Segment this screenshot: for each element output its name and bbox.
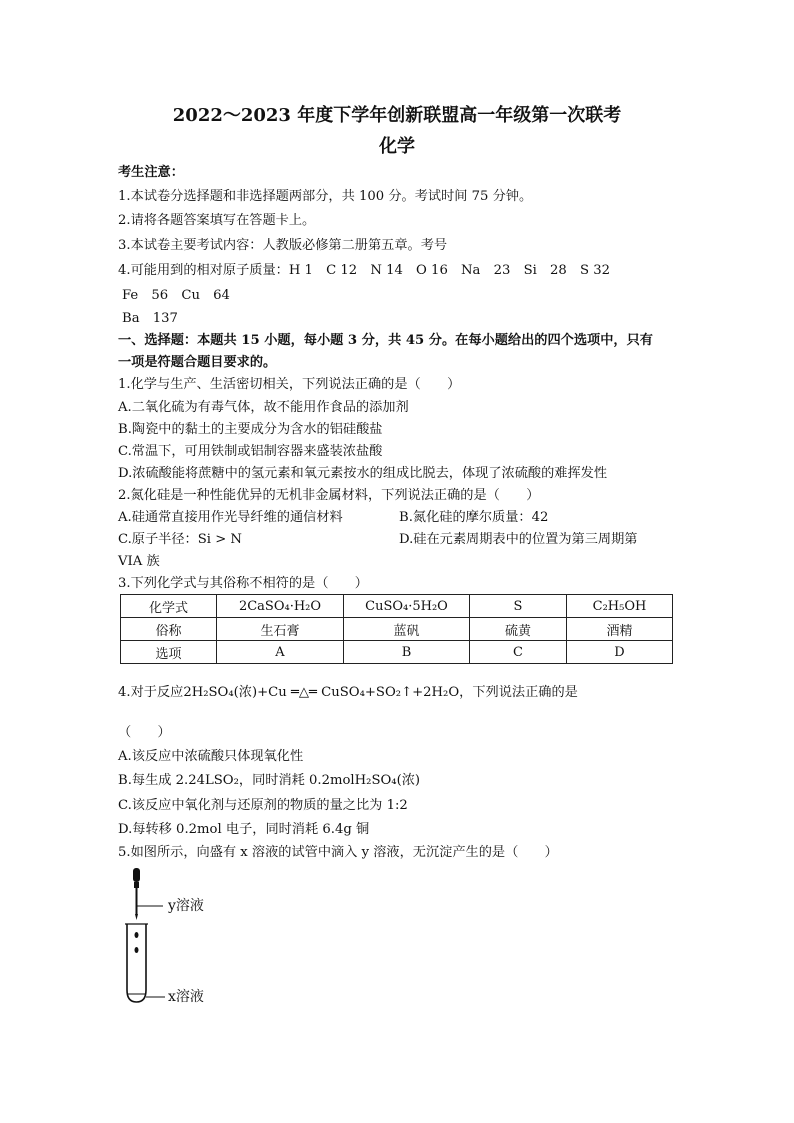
- notice-item-4: 4.可能用到的相对原子质量：H 1 C 12 N 14 O 16 Na 23 Si 28 S 32: [118, 263, 610, 278]
- option-cell: B: [344, 641, 470, 664]
- option-cell: A: [217, 641, 344, 664]
- q3-stem: 3.下列化学式与其俗称不相符的是（ ）: [118, 576, 368, 591]
- table-row: [121, 641, 673, 664]
- q1-stem: 1.化学与生产、生活密切相关，下列说法正确的是（ ）: [118, 377, 461, 392]
- q4-stem: [118, 684, 578, 702]
- q1-option-a: A.二氧化硫为有毒气体，故不能用作食品的添加剂: [118, 400, 409, 415]
- formula-cell: S: [470, 595, 567, 618]
- name-cell: 生石膏: [217, 618, 344, 641]
- row-label: 俗称: [121, 618, 217, 641]
- dropper-and-tube-icon: [118, 866, 238, 1006]
- q2-option-b: B.氮化硅的摩尔质量：42: [399, 510, 549, 525]
- formula-cell: C₂H₅OH: [567, 595, 673, 618]
- table-row: [121, 618, 673, 641]
- formula-cell: CuSO₄·5H₂O: [344, 595, 470, 618]
- name-cell: 蓝矾: [344, 618, 470, 641]
- q1-option-b: B.陶瓷中的黏土的主要成分为含水的铝硅酸盐: [118, 422, 383, 437]
- q2-option-d-cont: VIA 族: [118, 554, 160, 569]
- q1-option-d: D.浓硫酸能将蔗糖中的氢元素和氧元素按水的组成比脱去，体现了浓硫酸的难挥发性: [118, 466, 608, 481]
- notice-item-4-cont2: Ba 137: [122, 311, 178, 326]
- q2-option-a: A.硅通常直接用作光导纤维的通信材料: [118, 510, 343, 525]
- x-solution-label: x溶液: [168, 989, 204, 1005]
- q4-option-d: D.每转移 0.2mol 电子，同时消耗 6.4g 铜: [118, 822, 370, 837]
- row-label: 选项: [121, 641, 217, 664]
- y-solution-label: y溶液: [168, 898, 204, 914]
- row-label: 化学式: [121, 595, 217, 618]
- q3-table: [120, 594, 673, 664]
- name-cell: 酒精: [567, 618, 673, 641]
- q4-option-b: B.每生成 2.24LSO₂，同时消耗 0.2molH₂SO₄(浓): [118, 773, 421, 788]
- notice-item-2: 2.请将各题答案填写在答题卡上。: [118, 213, 316, 228]
- name-cell: 硫黄: [470, 618, 567, 641]
- notice-heading: 考生注意：: [118, 165, 184, 180]
- notice-item-1: 1.本试卷分选择题和非选择题两部分，共 100 分。考试时间 75 分钟。: [118, 189, 533, 204]
- notice-item-3: 3.本试卷主要考试内容：人教版必修第二册第五章。考号: [118, 238, 448, 253]
- q4-option-c: C.该反应中氧化剂与还原剂的物质的量之比为 1:2: [118, 798, 408, 813]
- section-heading-line1: 一、选择题：本题共 15 小题，每小题 3 分，共 45 分。在每小题给出的四个选项中，只有: [118, 333, 653, 348]
- q4-option-a: A.该反应中浓硫酸只体现氧化性: [118, 749, 304, 764]
- q4-equation: 2H₂SO₄(浓)+Cu ═△═ CuSO₄+SO₂↑+2H₂O: [183, 685, 460, 700]
- notice-item-4-cont: Fe 56 Cu 64: [122, 288, 230, 303]
- q2-option-d: D.硅在元素周期表中的位置为第三周期第: [399, 532, 638, 547]
- q4-stem-suffix: ，下列说法正确的是: [459, 685, 578, 700]
- test-tube-figure: [118, 866, 238, 1006]
- subject-title: 化学: [379, 136, 415, 157]
- q2-stem: 2.氮化硅是一种性能优异的无机非金属材料，下列说法正确的是（ ）: [118, 488, 540, 503]
- table-row: [121, 595, 673, 618]
- q5-stem: 5.如图所示，向盛有 x 溶液的试管中滴入 y 溶液，无沉淀产生的是（ ）: [118, 845, 558, 860]
- q4-stem-prefix: 4.对于反应: [118, 685, 184, 700]
- q1-option-c: C.常温下，可用铁制或铝制容器来盛装浓盐酸: [118, 444, 383, 459]
- formula-cell: 2CaSO₄·H₂O: [217, 595, 344, 618]
- exam-title: 2022～2023 年度下学年创新联盟高一年级第一次联考: [172, 105, 622, 126]
- option-cell: C: [470, 641, 567, 664]
- option-cell: D: [567, 641, 673, 664]
- section-heading-line2: 一项是符题合题目要求的。: [118, 355, 277, 370]
- q4-answer-paren: （ ）: [118, 725, 171, 740]
- q2-option-c: C.原子半径：Si > N: [118, 532, 242, 547]
